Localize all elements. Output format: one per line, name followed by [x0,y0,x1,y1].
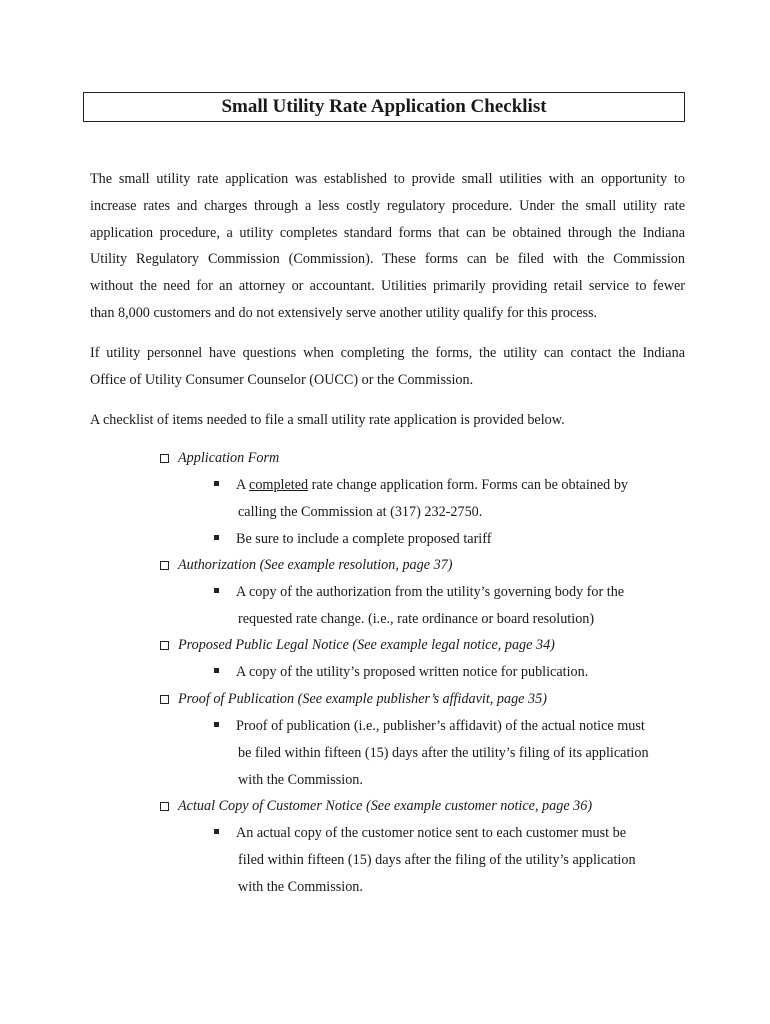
checkbox-icon[interactable] [160,454,169,463]
checklist-item-label: Proposed Public Legal Notice (See example legal notice, page 34) [178,637,555,653]
checklist-item-customer-notice[interactable] [160,798,592,815]
checklist-subitem [214,664,588,681]
checklist-subitem [214,718,645,735]
subitem-text: Proof of publication (i.e., publisher’s affidavit) of the actual notice must [236,718,645,734]
checklist-item-authorization[interactable] [160,557,453,574]
intro-paragraph [90,166,685,327]
checkbox-icon[interactable] [160,641,169,650]
contact-paragraph [90,340,685,394]
checklist-item-label: Authorization (See example resolution, page 37) [178,557,453,573]
subitem-continuation: be filed within fifteen (15) days after the utility’s filing of its application [238,745,649,761]
contact-line: Office of Utility Consumer Counselor (OUCC) or the Commission. [90,371,474,388]
subitem-text: Be sure to include a complete proposed tariff [236,531,492,547]
checklist-item-proof-of-publication[interactable] [160,691,547,708]
subitem-text-underlined: completed [249,477,309,493]
page-title: Small Utility Rate Application Checklist [83,92,685,122]
subitem-text-post: rate change application form. Forms can be obtained by [308,477,629,493]
intro-line: application procedure, a utility completes standard forms that can be obtained through the Indiana [90,224,685,241]
subitem-continuation: requested rate change. (i.e., rate ordinance or board resolution) [238,611,595,627]
square-bullet-icon [214,829,219,834]
contact-line: If utility personnel have questions when completing the forms, the utility can contact the Indiana [90,345,685,361]
intro-line: without the need for an attorney or accountant. Utilities primarily providing retail service to fewer [90,278,685,295]
square-bullet-icon [214,668,219,673]
checkbox-icon[interactable] [160,561,169,570]
intro-line: increase rates and charges through a less costly regulatory procedure. Under the small utility rate [90,197,685,214]
checklist-item-label: Proof of Publication (See example publisher’s affidavit, page 35) [178,691,547,707]
subitem-continuation: with the Commission. [238,772,363,788]
checklist-item-label: Actual Copy of Customer Notice (See example customer notice, page 36) [178,798,593,814]
square-bullet-icon [214,535,219,540]
checklist-subitem [214,825,626,842]
subitem-continuation: filed within fifteen (15) days after the filing of the utility’s application [238,852,636,868]
checklist-subitem [214,584,624,601]
subitem-text: A copy of the utility’s proposed written notice for publication. [236,664,589,680]
subitem-continuation: with the Commission. [238,879,363,895]
subitem-text-pre: A [236,477,250,493]
checklist-item-label: Application Form [178,450,280,466]
checklist-subitem [214,477,628,494]
square-bullet-icon [214,481,219,486]
checklist-item-application-form[interactable] [160,450,279,467]
square-bullet-icon [214,722,219,727]
subitem-text: A copy of the authorization from the utility’s governing body for the [236,584,625,600]
checkbox-icon[interactable] [160,695,169,704]
checklist-intro: A checklist of items needed to file a small utility rate application is provided below. [90,412,565,428]
square-bullet-icon [214,588,219,593]
intro-line: than 8,000 customers and do not extensively serve another utility qualify for this process. [90,304,598,321]
subitem-continuation: calling the Commission at (317) 232-2750. [238,504,483,520]
checkbox-icon[interactable] [160,802,169,811]
checklist-item-legal-notice[interactable] [160,637,555,654]
intro-line: Utility Regulatory Commission (Commission). These forms can be filed with the Commission [90,251,685,268]
checklist-subitem [214,531,491,548]
subitem-text: An actual copy of the customer notice sent to each customer must be [236,825,627,841]
intro-line: The small utility rate application was established to provide small utilities with an opportunity to [90,171,685,187]
